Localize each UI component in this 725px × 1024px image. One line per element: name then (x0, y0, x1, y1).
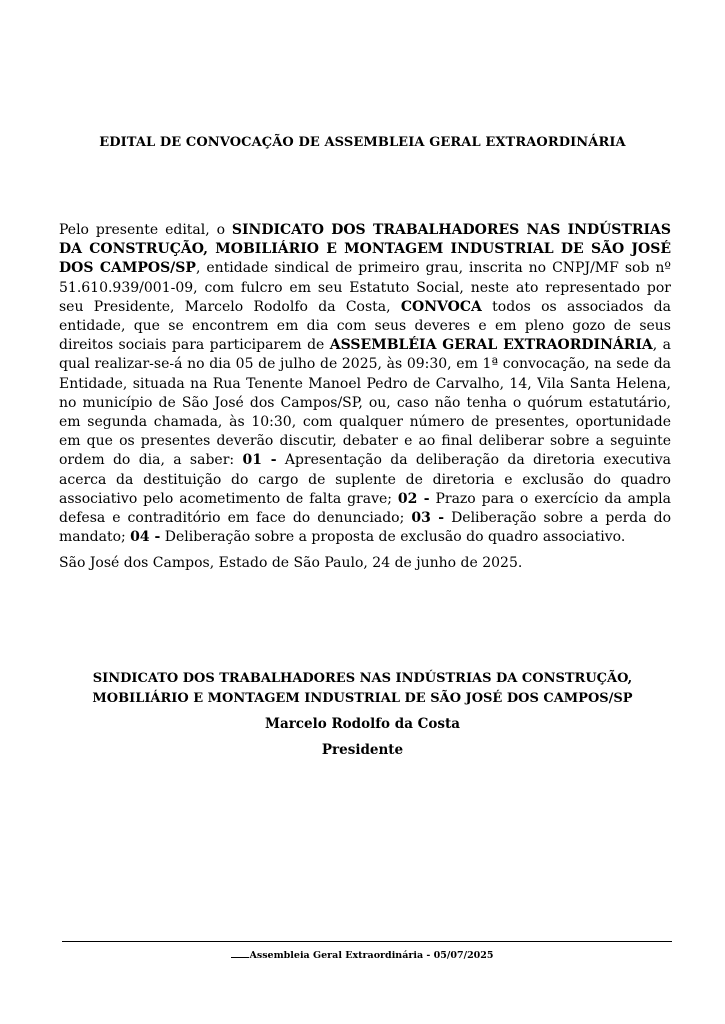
text-members: todos os associados da entidade, que se encontrem em dia com seus deveres e em pleno gozo de seus direitos sociais para participarem de (59, 298, 671, 354)
agenda-item-1-number: 01 - (242, 452, 277, 469)
closing-date-line: São José dos Campos, Estado de São Paulo, 24 de junho de 2025. (59, 555, 523, 571)
agenda-item-3-number: 03 - (411, 510, 445, 527)
notice-paragraph (59, 221, 671, 547)
text-schedule: , a qual realizar-se-á no dia 05 de julho de 2025, às 09:30, em 1ª convocação, na sede da Entidade, situada na Rua Tenente Manoel Pedro de Carvalho, 14, Vila Santa Helena, no município de São José dos Campos/SP, ou, caso não tenha o quórum estatutário, em segunda chamada, às 10:30, com qualquer número de presentes, oportunidade em que os presentes deverão discutir, debater e ao final deliberar sobre a seguinte ordem do dia, a saber: (59, 337, 671, 469)
footer (0, 950, 725, 961)
document-title: EDITAL DE CONVOCAÇÃO DE ASSEMBLEIA GERAL EXTRAORDINÁRIA (99, 135, 626, 150)
notice-body (59, 221, 671, 547)
signature-role: Presidente (321, 742, 404, 758)
text-entity-details: , entidade sindical de primeiro grau, inscrita no CNPJ/MF sob nº 51.610.939/001-09, com fulcro em seu Estatuto Social, neste ato representado por seu Presidente, Marcelo Rodolfo da Costa, (59, 260, 671, 315)
footer-blank-line (231, 957, 249, 958)
convoca-keyword: CONVOCA (400, 298, 482, 315)
agenda-item-3-text: Deliberação sobre a perda do mandato; (59, 510, 672, 546)
agenda-item-2-text: Prazo para o exercício da ampla defesa e contraditório em face do denunciado; (59, 490, 672, 527)
signature-name: Marcelo Rodolfo da Costa (265, 716, 460, 732)
assembly-name: ASSEMBLÉIA GERAL EXTRAORDINÁRIA (329, 337, 653, 354)
agenda-item-4-text: Deliberação sobre a proposta de exclusão do quadro associativo. (160, 529, 626, 546)
footer-text: Assembleia Geral Extraordinária - 05/07/2025 (249, 950, 494, 961)
text-intro: Pelo presente edital, o (59, 222, 232, 238)
union-name: SINDICATO DOS TRABALHADORES NAS INDÚSTRIAS DA CONSTRUÇÃO, MOBILIÁRIO E MONTAGEM INDUSTRIAL DE SÃO JOSÉ DOS CAMPOS/SP (59, 222, 671, 277)
agenda-item-4-number: 04 - (130, 529, 161, 546)
signature-block (0, 669, 725, 761)
agenda-item-2-number: 02 - (397, 490, 430, 507)
footer-divider (62, 941, 672, 942)
signature-union-line-2: MOBILIÁRIO E MONTAGEM INDUSTRIAL DE SÃO JOSÉ DOS CAMPOS/SP (92, 691, 633, 706)
signature-union-line-1: SINDICATO DOS TRABALHADORES NAS INDÚSTRIAS DA CONSTRUÇÃO, (92, 671, 633, 686)
agenda-item-1-text: Apresentação da deliberação da diretoria executiva acerca da destituição do cargo de suplente de diretoria e exclusão do quadro associativo pelo acometimento de falta grave; (59, 452, 671, 507)
